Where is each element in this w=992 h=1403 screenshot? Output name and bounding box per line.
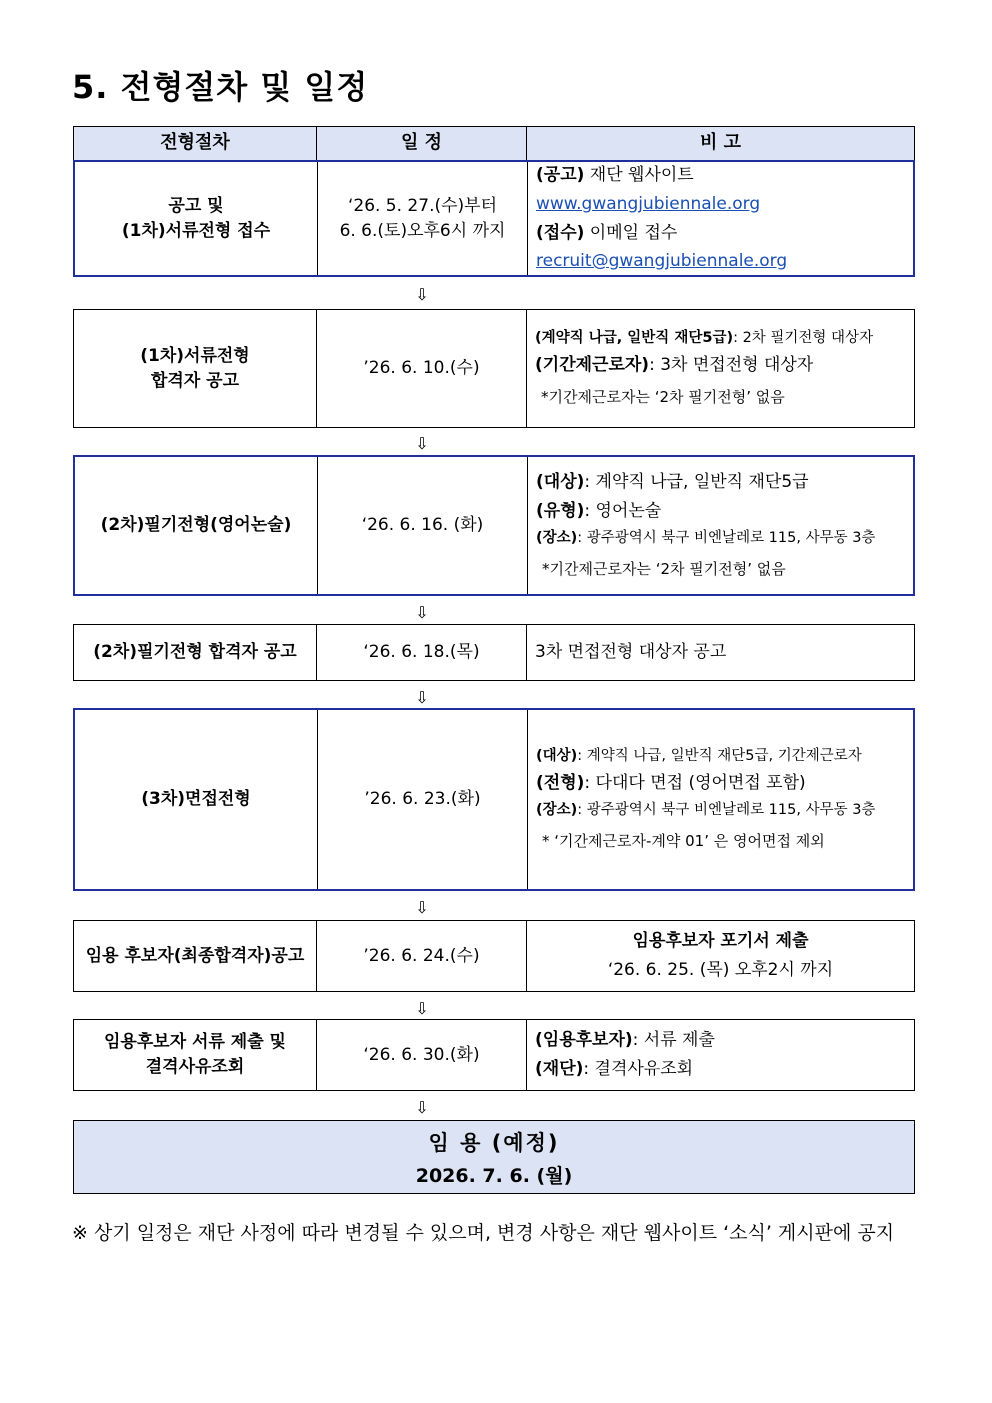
contact-link[interactable]: recruit@gwangjubiennale.org xyxy=(536,251,788,272)
step-line: (1차)서류전형 xyxy=(140,345,250,366)
note-line xyxy=(536,746,913,767)
note-line xyxy=(536,249,913,274)
date-cell xyxy=(317,625,527,680)
date-cell xyxy=(318,162,528,275)
step-line: (3차)면접전형 xyxy=(141,789,251,810)
table-row xyxy=(73,455,915,596)
header-date: 일 정 xyxy=(317,127,527,160)
note-line xyxy=(535,1028,914,1053)
table-row xyxy=(73,160,915,277)
down-arrow-icon: ⇩ xyxy=(415,898,429,917)
note-remark: *기간제근로자는 ‘2차 필기전형’ 없음 xyxy=(541,388,785,407)
date-cell xyxy=(317,310,527,427)
note-text: 이메일 접수 xyxy=(584,222,678,243)
final-date: 2026. 7. 6. (월) xyxy=(415,1164,573,1187)
note-label: (장소) xyxy=(536,529,578,546)
note-line xyxy=(536,528,913,549)
step-cell xyxy=(75,162,318,275)
note-label: (장소) xyxy=(536,801,578,818)
note-line xyxy=(536,470,913,495)
note-line xyxy=(536,192,913,217)
step-line: 임용 후보자(최종합격자)공고 xyxy=(85,945,305,966)
note-line xyxy=(535,328,914,349)
date-cell xyxy=(317,1020,527,1090)
table-row xyxy=(73,309,915,428)
step-line: 합격자 공고 xyxy=(150,370,240,391)
page-title: 5. 전형절차 및 일정 xyxy=(72,68,369,106)
date-line: ‘26. 6. 30.(화) xyxy=(363,1044,480,1065)
table-row xyxy=(73,920,915,992)
date-cell xyxy=(317,921,527,991)
footnote: ※ 상기 일정은 재단 사정에 따라 변경될 수 있으며, 변경 사항은 재단 웹사이트 ‘소식’ 게시판에 공지 xyxy=(72,1222,895,1244)
contact-link[interactable]: www.gwangjubiennale.org xyxy=(536,193,761,214)
note-line xyxy=(536,221,913,246)
date-line: ‘26. 6. 16. (화) xyxy=(361,515,484,536)
note-label: (임용후보자) xyxy=(535,1030,633,1051)
note-cell xyxy=(527,1020,914,1090)
note-line xyxy=(535,353,914,378)
note-label: (재단) xyxy=(535,1059,584,1079)
note-text: : 계약직 나급, 일반직 재단5급 xyxy=(584,472,809,493)
date-line: ’26. 6. 24.(수) xyxy=(363,945,480,966)
note-text: : 결격사유조회 xyxy=(583,1059,694,1079)
table-row xyxy=(73,624,915,681)
down-arrow-icon: ⇩ xyxy=(415,434,429,453)
date-line: ‘26. 5. 27.(수)부터 xyxy=(347,195,498,216)
note-line xyxy=(535,1057,914,1082)
header-note: 비 고 xyxy=(699,132,742,154)
note-label: (유형) xyxy=(536,501,585,522)
date-line: ’26. 6. 10.(수) xyxy=(363,358,480,379)
step-cell xyxy=(74,1020,317,1090)
note-line xyxy=(536,499,913,524)
step-line: (2차)필기전형 합격자 공고 xyxy=(93,642,297,663)
note-label: (공고) xyxy=(536,165,585,186)
note-text: : 서류 제출 xyxy=(632,1030,715,1051)
note-label: (대상) xyxy=(536,472,585,493)
note-line xyxy=(536,163,913,188)
note-text: 재단 웹사이트 xyxy=(584,165,694,186)
note-line xyxy=(536,800,913,821)
table-row xyxy=(73,1019,915,1091)
table-row xyxy=(73,708,915,891)
note-cell xyxy=(528,162,913,275)
step-line: (1차)서류전형 접수 xyxy=(121,220,271,241)
note-text: 3차 면접전형 대상자 공고 xyxy=(535,642,727,663)
down-arrow-icon: ⇩ xyxy=(415,285,429,304)
down-arrow-icon: ⇩ xyxy=(415,603,429,622)
date-cell xyxy=(318,710,528,889)
note-cell xyxy=(527,310,914,427)
note-cell xyxy=(527,625,914,680)
step-cell xyxy=(75,457,318,594)
note-remark: * ‘기간제근로자-계약 01’ 은 영어면접 제외 xyxy=(542,831,825,850)
note-text: : 광주광역시 북구 비엔날레로 115, 사무동 3층 xyxy=(577,801,876,818)
date-line: 6. 6.(토)오후6시 까지 xyxy=(339,220,506,241)
down-arrow-icon: ⇩ xyxy=(415,688,429,707)
note-text: : 다대다 면접 (영어면접 포함) xyxy=(584,773,806,794)
final-title: 임 용 (예정) xyxy=(428,1130,560,1155)
note-label: (전형) xyxy=(536,773,585,794)
note-remark: *기간제근로자는 ‘2차 필기전형’ 없음 xyxy=(542,559,786,578)
note-label: (기간제근로자) xyxy=(535,354,650,375)
note-line xyxy=(536,771,913,796)
down-arrow-icon: ⇩ xyxy=(415,999,429,1018)
date-line: ‘26. 6. 18.(목) xyxy=(363,642,480,663)
note-label: (대상) xyxy=(536,748,578,765)
note-cell xyxy=(528,710,913,889)
note-text: : 영어논술 xyxy=(584,501,662,522)
note-text: : 3차 면접전형 대상자 xyxy=(649,354,814,375)
step-cell xyxy=(75,710,318,889)
note-line: ‘26. 6. 25. (목) 오후2시 까지 xyxy=(607,960,834,980)
note-heading: 임용후보자 포기서 제출 xyxy=(632,931,809,952)
step-line: 임용후보자 서류 제출 및 xyxy=(104,1032,286,1053)
step-line: (2차)필기전형(영어논술) xyxy=(100,515,292,536)
date-cell xyxy=(318,457,528,594)
note-label: (접수) xyxy=(536,222,585,243)
step-cell xyxy=(74,921,317,991)
step-line: 공고 및 xyxy=(168,195,224,216)
note-line xyxy=(535,640,914,665)
note-text: : 광주광역시 북구 비엔날레로 115, 사무동 3층 xyxy=(577,529,876,546)
header-step: 전형절차 xyxy=(74,127,317,160)
note-text: : 2차 필기전형 대상자 xyxy=(733,329,874,346)
note-cell xyxy=(528,457,913,594)
note-text: : 계약직 나급, 일반직 재단5급, 기간제근로자 xyxy=(577,748,862,765)
step-cell xyxy=(74,310,317,427)
note-cell xyxy=(527,921,914,991)
down-arrow-icon: ⇩ xyxy=(415,1098,429,1117)
step-cell xyxy=(74,625,317,680)
final-appointment-box xyxy=(73,1120,915,1194)
note-label: (계약직 나급, 일반직 재단5급) xyxy=(535,329,734,346)
step-line: 결격사유조회 xyxy=(145,1057,245,1077)
date-line: ’26. 6. 23.(화) xyxy=(364,789,481,810)
table-header xyxy=(73,126,915,161)
